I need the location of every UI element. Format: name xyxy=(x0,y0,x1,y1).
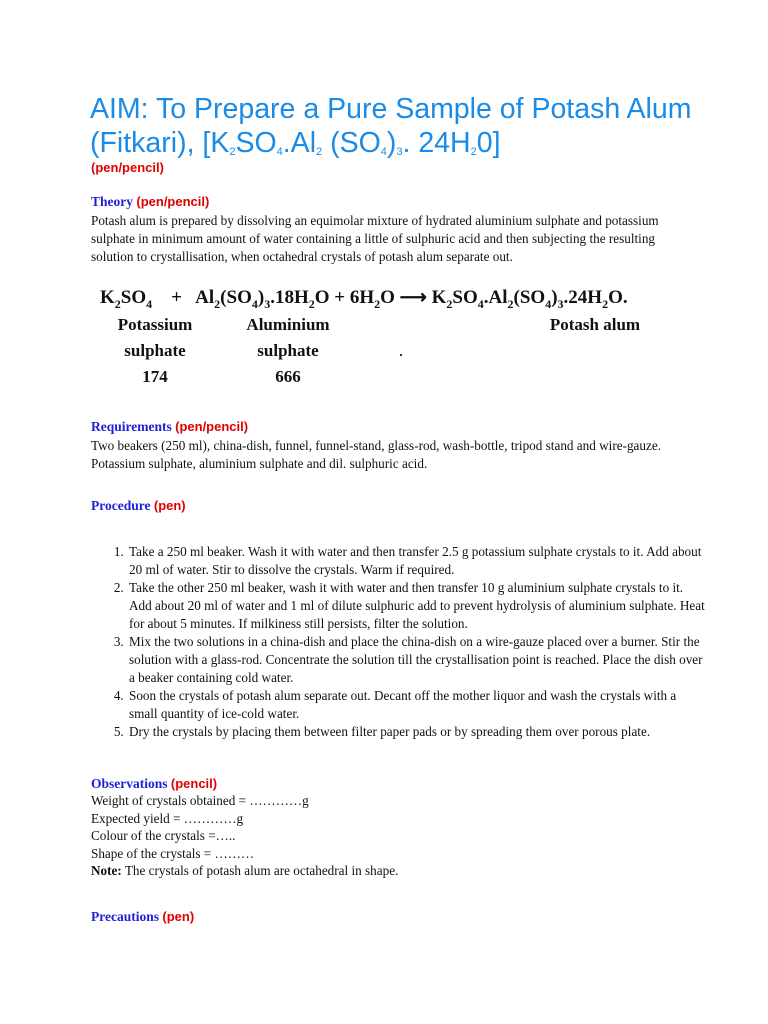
observations-heading: Observations (pencil) xyxy=(91,776,218,791)
procedure-steps xyxy=(91,543,707,741)
potassium-sulphate-label: Potassium sulphate 174 xyxy=(117,315,193,386)
list-item: 3. Mix the two solutions in a china-dish and place the china-dish on a wire-gauze placed over a burner. Stir the solution with a glass-rod. Concentrate the solution till the crystallisation point is reached. Place the dish over a beaker containing cold water. xyxy=(127,633,707,687)
reaction-arrow: ⟶ xyxy=(399,287,427,308)
requirements-text: Two beakers (250 ml), china-dish, funnel, funnel-stand, glass-rod, wash-bottle, tripod stand and wire-gauze. Potassium sulphate, aluminium sulphate and dil. sulphuric acid. xyxy=(91,438,662,471)
theory-tag: (pen/pencil) xyxy=(136,194,210,209)
reaction-equation xyxy=(100,280,720,390)
observation-line: Expected yield = …………g xyxy=(91,810,244,826)
stray-dot xyxy=(400,354,402,356)
observation-line: Shape of the crystals = ……… xyxy=(91,845,255,861)
requirements-heading: Requirements (pen/pencil) xyxy=(91,419,249,434)
observation-note: Note: The crystals of potash alum are octahedral in shape. xyxy=(91,863,399,878)
list-item: 4. Soon the crystals of potash alum separate out. Decant off the mother liquor and wash the crystals with a small quantity of ice-cold water. xyxy=(127,687,707,723)
observations-tag: (pencil) xyxy=(170,776,218,791)
observation-line: Weight of crystals obtained = …………g xyxy=(91,793,309,808)
procedure-heading: Procedure (pen) xyxy=(91,498,186,513)
procedure-tag: (pen) xyxy=(153,498,186,513)
precautions-heading: Precautions (pen) xyxy=(91,909,195,924)
page-title: AIM: To Prepare a Pure Sample of Potash Alum (Fitkari), [$K_2SO_4.Al_2$ $(SO_4)_3$. $24H_20$] xyxy=(90,93,692,159)
potash-alum-label: Potash alum xyxy=(549,315,641,334)
equation-line: $K_2SO_4$ + $Al_2(SO_4)_3.18H_2O + 6H_2O$ ⟶ $K_2SO_4.Al_2(SO_4)_3.24H_2O$. xyxy=(100,287,628,311)
list-item: 5. Dry the crystals by placing them between filter paper pads or by spreading them over porous plate. xyxy=(127,723,707,741)
list-item: 1. Take a 250 ml beaker. Wash it with water and then transfer 2.5 g potassium sulphate crystals to it. Add about 20 ml of water. Stir to dissolve the crystals. Warm if required. xyxy=(127,543,707,579)
observation-line: Colour of the crystals =….. xyxy=(91,828,236,843)
aluminium-sulphate-label: Aluminium sulphate 666 xyxy=(246,315,330,386)
observations-list xyxy=(91,792,691,880)
precautions-tag: (pen) xyxy=(162,909,195,924)
requirements-tag: (pen/pencil) xyxy=(175,419,249,434)
theory-heading: Theory (pen/pencil) xyxy=(91,194,210,209)
title-tag: (pen/pencil) xyxy=(91,160,164,175)
list-item: 2. Take the other 250 ml beaker, wash it with water and then transfer 10 g aluminium sulphate crystals to it. Add about 20 ml of water and 1 ml of dilute sulphuric add to prevent hydrolysis of aluminium sulphate. Heat for about 5 minutes. If milkiness still persists, filter the solution. xyxy=(127,579,707,633)
theory-text: Potash alum is prepared by dissolving an equimolar mixture of hydrated aluminium sulphate and potassium sulphate in minimum amount of water containing a little of sulphuric acid and then subjecting the resulting solution to crystallisation, when octahedral crystals of potash alum separate out. xyxy=(91,213,659,264)
